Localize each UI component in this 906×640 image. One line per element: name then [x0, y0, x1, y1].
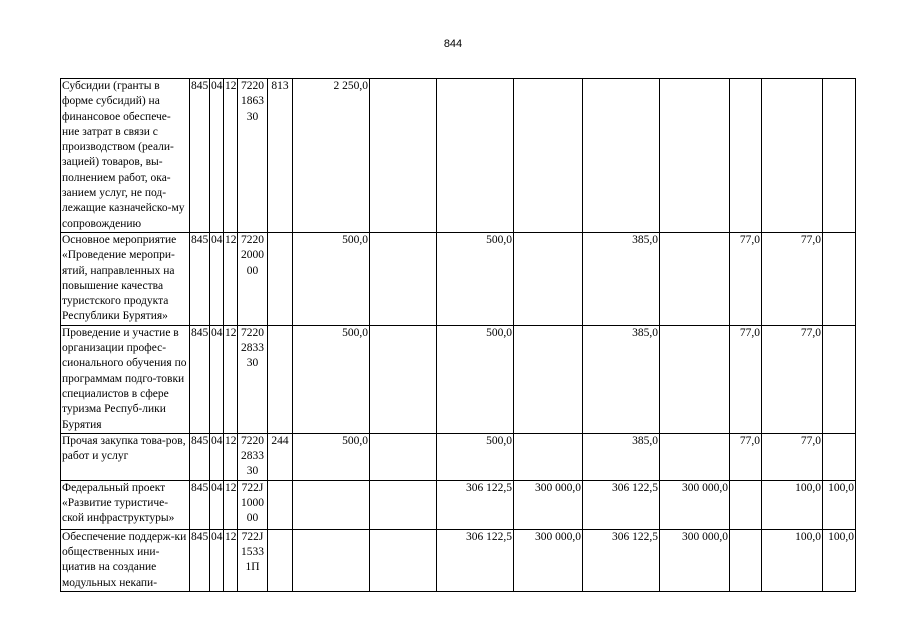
value-cell: 306 122,5 — [583, 529, 660, 591]
value-cell — [583, 79, 660, 233]
value-cell: 100,0 — [762, 529, 823, 591]
value-cell: 77,0 — [730, 433, 762, 480]
value-cell — [730, 480, 762, 529]
row-name-cell: Основное мероприятие «Проведение меропри-ятий, направленных на повышение качества туристского продукта Республики Бурятия» — [61, 232, 190, 325]
value-cell: 500,0 — [437, 325, 514, 433]
expense-type-cell: 813 — [268, 79, 293, 233]
value-cell: 500,0 — [437, 433, 514, 480]
subsection-code-cell: 12 — [224, 232, 238, 325]
table-row — [61, 433, 856, 480]
value-cell — [514, 79, 583, 233]
value-cell — [730, 79, 762, 233]
expense-type-cell — [268, 232, 293, 325]
value-cell — [660, 79, 730, 233]
value-cell: 77,0 — [730, 325, 762, 433]
subsection-code-cell: 12 — [224, 325, 238, 433]
section-code-cell: 04 — [210, 433, 224, 480]
value-cell — [660, 325, 730, 433]
value-cell — [293, 480, 370, 529]
target-code-cell: 722J 1533 1П — [238, 529, 268, 591]
value-cell — [293, 529, 370, 591]
row-name-cell: Обеспечение поддерж-ки общественных ини-циатив на создание модульных некапи- — [61, 529, 190, 591]
value-cell: 77,0 — [730, 232, 762, 325]
ministry-code-cell: 845 — [190, 529, 210, 591]
value-cell — [370, 433, 437, 480]
value-cell: 306 122,5 — [583, 480, 660, 529]
subsection-code-cell: 12 — [224, 79, 238, 233]
value-cell: 100,0 — [823, 529, 856, 591]
table-row — [61, 529, 856, 591]
ministry-code-cell: 845 — [190, 433, 210, 480]
value-cell: 77,0 — [762, 325, 823, 433]
value-cell — [823, 433, 856, 480]
ministry-code-cell: 845 — [190, 325, 210, 433]
row-name-cell: Федеральный проект «Развитие туристиче-ской инфраструктуры» — [61, 480, 190, 529]
value-cell — [370, 325, 437, 433]
subsection-code-cell: 12 — [224, 529, 238, 591]
table-row — [61, 232, 856, 325]
value-cell: 500,0 — [293, 433, 370, 480]
value-cell — [823, 232, 856, 325]
value-cell — [823, 79, 856, 233]
value-cell: 300 000,0 — [514, 529, 583, 591]
value-cell — [370, 480, 437, 529]
value-cell: 300 000,0 — [660, 529, 730, 591]
value-cell: 300 000,0 — [514, 480, 583, 529]
value-cell: 385,0 — [583, 325, 660, 433]
table-row — [61, 325, 856, 433]
section-code-cell: 04 — [210, 232, 224, 325]
value-cell: 385,0 — [583, 433, 660, 480]
section-code-cell: 04 — [210, 529, 224, 591]
target-code-cell: 722J 1000 00 — [238, 480, 268, 529]
budget-table — [60, 78, 856, 592]
expense-type-cell: 244 — [268, 433, 293, 480]
value-cell — [437, 79, 514, 233]
section-code-cell: 04 — [210, 79, 224, 233]
value-cell — [660, 232, 730, 325]
value-cell: 306 122,5 — [437, 529, 514, 591]
target-code-cell: 7220 2833 30 — [238, 433, 268, 480]
expense-type-cell — [268, 480, 293, 529]
row-name-cell: Проведение и участие в организации профес-сионального обучения по программам подго-товки специалистов в сфере туризма Респуб-лики Бурятия — [61, 325, 190, 433]
value-cell — [514, 232, 583, 325]
row-name-cell: Прочая закупка това-ров, работ и услуг — [61, 433, 190, 480]
value-cell — [370, 529, 437, 591]
value-cell — [660, 433, 730, 480]
section-code-cell: 04 — [210, 325, 224, 433]
table-row — [61, 480, 856, 529]
subsection-code-cell: 12 — [224, 433, 238, 480]
value-cell: 500,0 — [293, 325, 370, 433]
subsection-code-cell: 12 — [224, 480, 238, 529]
value-cell: 385,0 — [583, 232, 660, 325]
target-code-cell: 7220 2833 30 — [238, 325, 268, 433]
value-cell — [370, 232, 437, 325]
value-cell — [514, 325, 583, 433]
target-code-cell: 7220 1863 30 — [238, 79, 268, 233]
value-cell: 100,0 — [823, 480, 856, 529]
value-cell — [370, 79, 437, 233]
page-number: 844 — [443, 38, 463, 50]
value-cell: 500,0 — [437, 232, 514, 325]
row-name-cell: Субсидии (гранты в форме субсидий) на финансовое обеспече-ние затрат в связи с производством (реали-зацией) товаров, вы-полнением работ, ока-занием услуг, не под-лежащие казначейско-му сопровождению — [61, 79, 190, 233]
value-cell: 77,0 — [762, 433, 823, 480]
value-cell: 2 250,0 — [293, 79, 370, 233]
value-cell — [823, 325, 856, 433]
expense-type-cell — [268, 325, 293, 433]
value-cell — [514, 433, 583, 480]
value-cell: 500,0 — [293, 232, 370, 325]
value-cell — [730, 529, 762, 591]
value-cell: 77,0 — [762, 232, 823, 325]
table-row — [61, 79, 856, 233]
target-code-cell: 7220 2000 00 — [238, 232, 268, 325]
ministry-code-cell: 845 — [190, 79, 210, 233]
expense-type-cell — [268, 529, 293, 591]
ministry-code-cell: 845 — [190, 232, 210, 325]
value-cell: 300 000,0 — [660, 480, 730, 529]
section-code-cell: 04 — [210, 480, 224, 529]
value-cell — [762, 79, 823, 233]
value-cell: 100,0 — [762, 480, 823, 529]
ministry-code-cell: 845 — [190, 480, 210, 529]
value-cell: 306 122,5 — [437, 480, 514, 529]
